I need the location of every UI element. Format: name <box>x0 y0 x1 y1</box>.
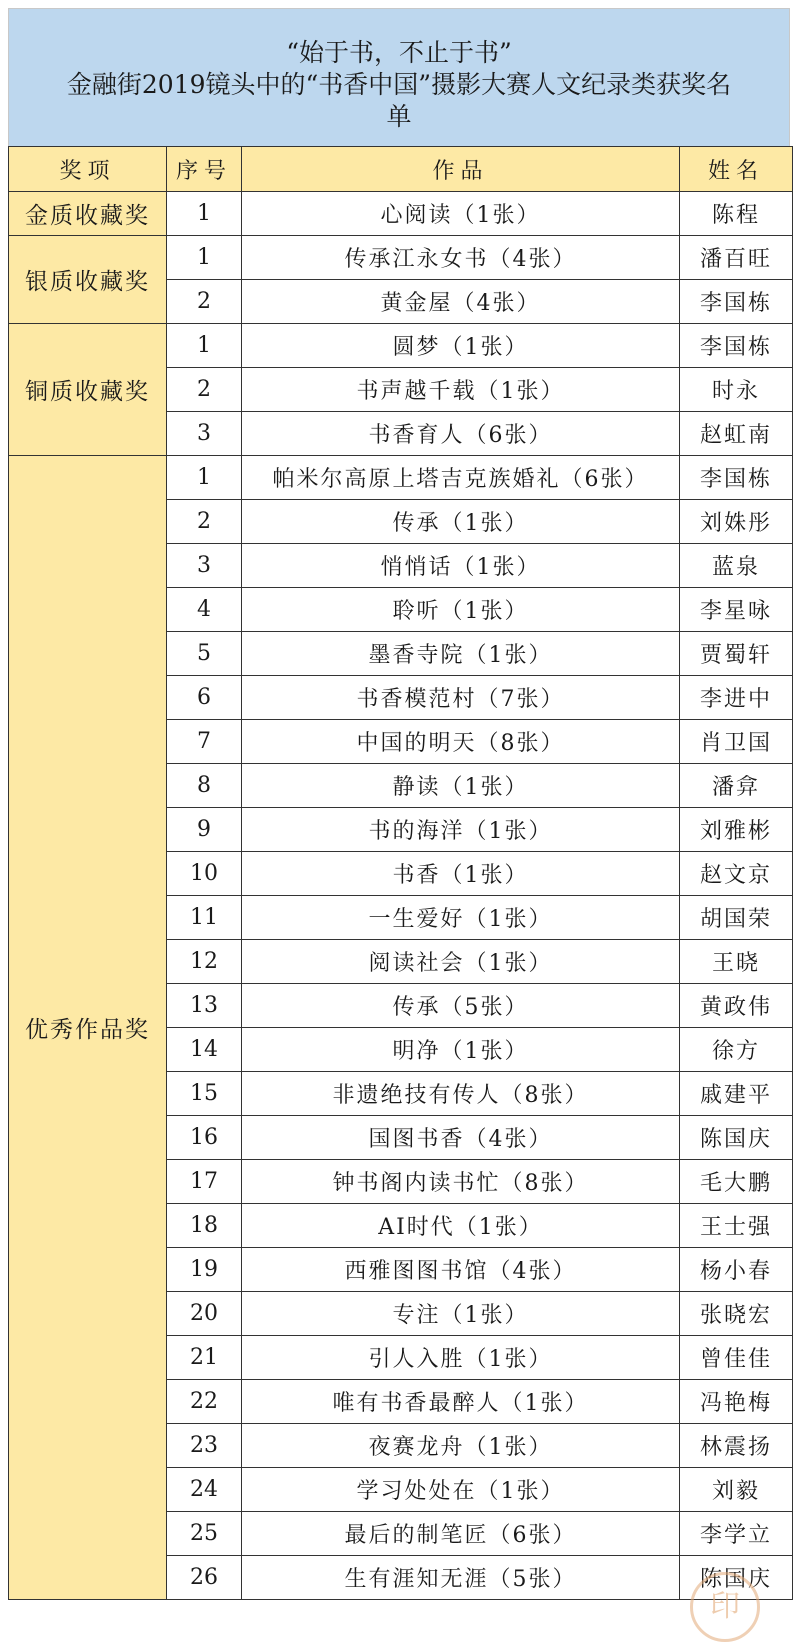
author-name-cell: 陈程 <box>680 192 793 236</box>
work-title-cell: 学习处处在（1张） <box>242 1468 680 1512</box>
work-title-cell: 书声越千载（1张） <box>242 368 680 412</box>
work-title-cell: 黄金屋（4张） <box>242 280 680 324</box>
header-work: 作品 <box>242 147 680 192</box>
entry-number-cell: 7 <box>167 720 242 764</box>
author-name-cell: 李国栋 <box>680 456 793 500</box>
work-title-cell: 一生爱好（1张） <box>242 896 680 940</box>
entry-number-cell: 4 <box>167 588 242 632</box>
work-title-cell: 西雅图图书馆（4张） <box>242 1248 680 1292</box>
work-title-cell: 传承江永女书（4张） <box>242 236 680 280</box>
author-name-cell: 赵文京 <box>680 852 793 896</box>
entry-number-cell: 2 <box>167 500 242 544</box>
award-category-cell: 银质收藏奖 <box>9 236 167 324</box>
title-line-2: 金融街2019镜头中的“书香中国”摄影大赛人文纪录类获奖名 <box>66 70 732 99</box>
author-name-cell: 林震扬 <box>680 1424 793 1468</box>
author-name-cell: 曾佳佳 <box>680 1336 793 1380</box>
author-name-cell: 李学立 <box>680 1512 793 1556</box>
work-title-cell: 钟书阁内读书忙（8张） <box>242 1160 680 1204</box>
author-name-cell: 黄政伟 <box>680 984 793 1028</box>
entry-number-cell: 1 <box>167 324 242 368</box>
table-row <box>9 236 793 280</box>
entry-number-cell: 1 <box>167 456 242 500</box>
work-title-cell: 非遗绝技有传人（8张） <box>242 1072 680 1116</box>
work-title-cell: 中国的明天（8张） <box>242 720 680 764</box>
author-name-cell: 赵虹南 <box>680 412 793 456</box>
entry-number-cell: 3 <box>167 544 242 588</box>
author-name-cell: 胡国荣 <box>680 896 793 940</box>
author-name-cell: 戚建平 <box>680 1072 793 1116</box>
header-no: 序号 <box>167 147 242 192</box>
author-name-cell: 毛大鹏 <box>680 1160 793 1204</box>
work-title-cell: 书香（1张） <box>242 852 680 896</box>
work-title-cell: 圆梦（1张） <box>242 324 680 368</box>
author-name-cell: 张晓宏 <box>680 1292 793 1336</box>
work-title-cell: 墨香寺院（1张） <box>242 632 680 676</box>
work-title-cell: 唯有书香最醉人（1张） <box>242 1380 680 1424</box>
entry-number-cell: 2 <box>167 280 242 324</box>
entry-number-cell: 1 <box>167 236 242 280</box>
entry-number-cell: 10 <box>167 852 242 896</box>
work-title-cell: 悄悄话（1张） <box>242 544 680 588</box>
entry-number-cell: 2 <box>167 368 242 412</box>
table-header-row <box>9 147 793 192</box>
entry-number-cell: 9 <box>167 808 242 852</box>
author-name-cell: 陈国庆 <box>680 1116 793 1160</box>
author-name-cell: 时永 <box>680 368 793 412</box>
entry-number-cell: 26 <box>167 1556 242 1600</box>
author-name-cell: 徐方 <box>680 1028 793 1072</box>
author-name-cell: 杨小春 <box>680 1248 793 1292</box>
author-name-cell: 刘毅 <box>680 1468 793 1512</box>
header-name: 姓名 <box>680 147 793 192</box>
work-title-cell: 帕米尔高原上塔吉克族婚礼（6张） <box>242 456 680 500</box>
author-name-cell: 蓝泉 <box>680 544 793 588</box>
work-title-cell: 书香模范村（7张） <box>242 676 680 720</box>
author-name-cell: 李星咏 <box>680 588 793 632</box>
entry-number-cell: 5 <box>167 632 242 676</box>
author-name-cell: 潘百旺 <box>680 236 793 280</box>
award-list-document <box>8 8 792 1600</box>
author-name-cell: 刘雅彬 <box>680 808 793 852</box>
title-line-1: “始于书，不止于书” <box>286 38 512 67</box>
work-title-cell: 最后的制笔匠（6张） <box>242 1512 680 1556</box>
entry-number-cell: 13 <box>167 984 242 1028</box>
entry-number-cell: 18 <box>167 1204 242 1248</box>
table-body <box>9 192 793 1600</box>
entry-number-cell: 15 <box>167 1072 242 1116</box>
header-award: 奖项 <box>9 147 167 192</box>
document-title <box>8 8 790 146</box>
work-title-cell: 书香育人（6张） <box>242 412 680 456</box>
author-name-cell: 冯艳梅 <box>680 1380 793 1424</box>
title-line-3: 单 <box>386 102 412 131</box>
work-title-cell: 阅读社会（1张） <box>242 940 680 984</box>
award-category-cell: 金质收藏奖 <box>9 192 167 236</box>
author-name-cell: 潘弇 <box>680 764 793 808</box>
work-title-cell: 明净（1张） <box>242 1028 680 1072</box>
circle-logo-icon: 印 <box>690 1572 760 1642</box>
work-title-cell: 心阅读（1张） <box>242 192 680 236</box>
work-title-cell: 生有涯知无涯（5张） <box>242 1556 680 1600</box>
author-name-cell: 王士强 <box>680 1204 793 1248</box>
work-title-cell: 传承（5张） <box>242 984 680 1028</box>
entry-number-cell: 24 <box>167 1468 242 1512</box>
entry-number-cell: 20 <box>167 1292 242 1336</box>
entry-number-cell: 8 <box>167 764 242 808</box>
entry-number-cell: 23 <box>167 1424 242 1468</box>
entry-number-cell: 22 <box>167 1380 242 1424</box>
author-name-cell: 王晓 <box>680 940 793 984</box>
entry-number-cell: 11 <box>167 896 242 940</box>
entry-number-cell: 21 <box>167 1336 242 1380</box>
work-title-cell: 国图书香（4张） <box>242 1116 680 1160</box>
entry-number-cell: 16 <box>167 1116 242 1160</box>
work-title-cell: 静读（1张） <box>242 764 680 808</box>
work-title-cell: AI时代（1张） <box>242 1204 680 1248</box>
entry-number-cell: 6 <box>167 676 242 720</box>
table-row <box>9 324 793 368</box>
entry-number-cell: 25 <box>167 1512 242 1556</box>
work-title-cell: 夜赛龙舟（1张） <box>242 1424 680 1468</box>
author-name-cell: 李国栋 <box>680 324 793 368</box>
entry-number-cell: 19 <box>167 1248 242 1292</box>
author-name-cell: 李国栋 <box>680 280 793 324</box>
table-row <box>9 456 793 500</box>
author-name-cell: 贾蜀轩 <box>680 632 793 676</box>
award-category-cell: 优秀作品奖 <box>9 456 167 1600</box>
award-table <box>8 146 793 1600</box>
work-title-cell: 专注（1张） <box>242 1292 680 1336</box>
entry-number-cell: 12 <box>167 940 242 984</box>
work-title-cell: 书的海洋（1张） <box>242 808 680 852</box>
author-name-cell: 李进中 <box>680 676 793 720</box>
author-name-cell: 陈国庆 <box>680 1556 793 1600</box>
entry-number-cell: 1 <box>167 192 242 236</box>
work-title-cell: 聆听（1张） <box>242 588 680 632</box>
work-title-cell: 传承（1张） <box>242 500 680 544</box>
author-name-cell: 肖卫国 <box>680 720 793 764</box>
award-category-cell: 铜质收藏奖 <box>9 324 167 456</box>
entry-number-cell: 17 <box>167 1160 242 1204</box>
entry-number-cell: 14 <box>167 1028 242 1072</box>
author-name-cell: 刘姝彤 <box>680 500 793 544</box>
work-title-cell: 引人入胜（1张） <box>242 1336 680 1380</box>
entry-number-cell: 3 <box>167 412 242 456</box>
table-row <box>9 192 793 236</box>
